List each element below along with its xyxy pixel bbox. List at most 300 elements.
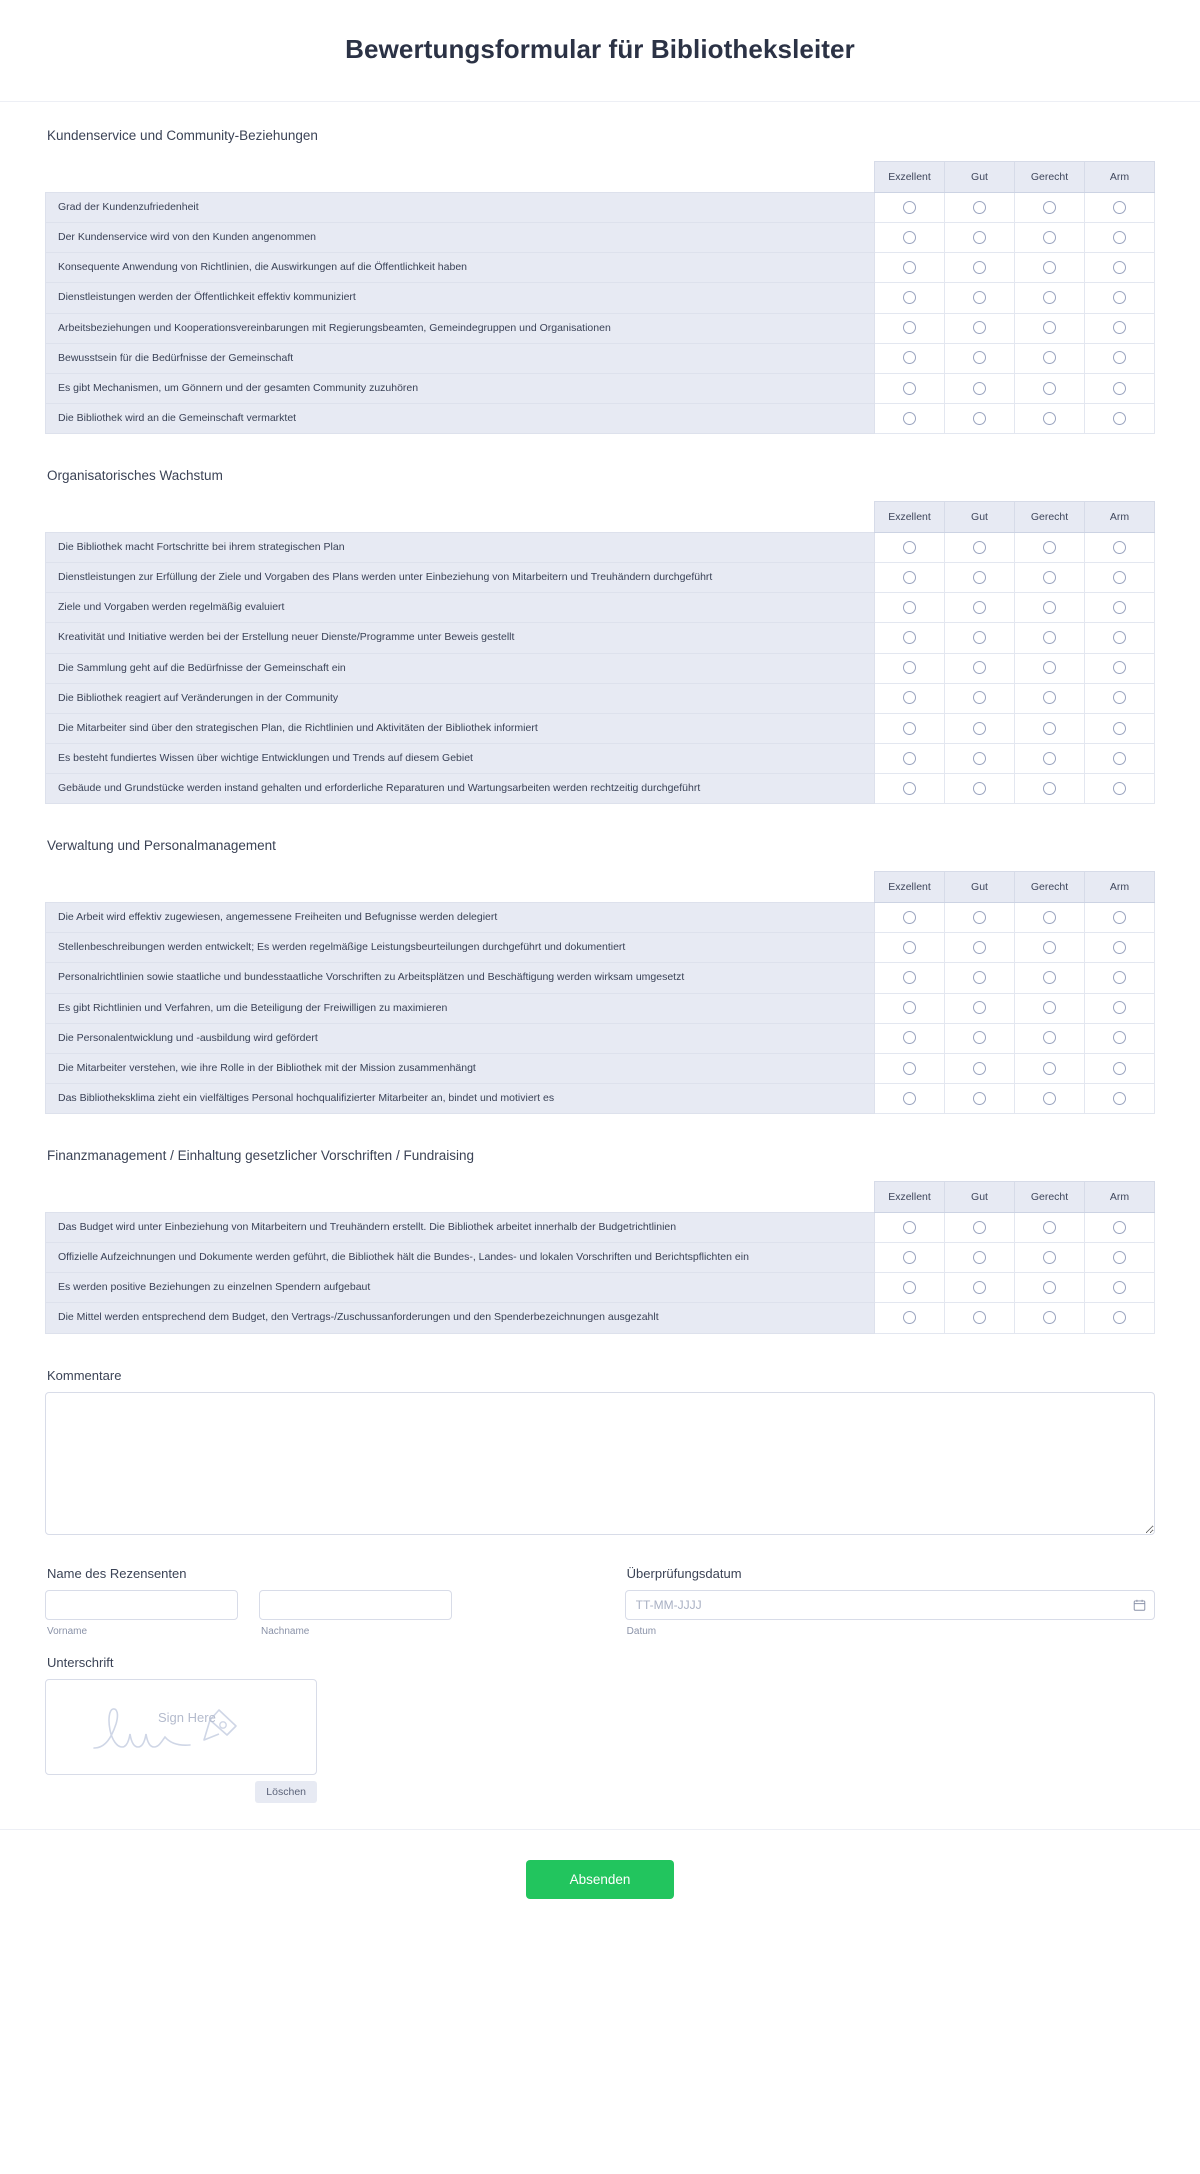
matrix-row bbox=[46, 1053, 1155, 1083]
matrix-row bbox=[46, 343, 1155, 373]
matrix-radio-cell[interactable] bbox=[1085, 223, 1155, 253]
matrix-radio-cell[interactable] bbox=[945, 903, 1015, 933]
matrix-radio-cell[interactable] bbox=[1015, 683, 1085, 713]
matrix-radio-cell[interactable] bbox=[1085, 1303, 1155, 1333]
matrix-radio-cell[interactable] bbox=[1085, 563, 1155, 593]
matrix-section bbox=[45, 1148, 1155, 1334]
matrix-radio-cell[interactable] bbox=[875, 1023, 945, 1053]
matrix-radio-cell[interactable] bbox=[945, 993, 1015, 1023]
matrix-radio-cell[interactable] bbox=[1085, 933, 1155, 963]
radio-button[interactable] bbox=[973, 661, 986, 674]
radio-button[interactable] bbox=[973, 1251, 986, 1264]
matrix-radio-cell[interactable] bbox=[1085, 253, 1155, 283]
matrix-radio-cell[interactable] bbox=[875, 933, 945, 963]
review-date-label: Überprüfungsdatum bbox=[626, 1565, 742, 1581]
radio-button[interactable] bbox=[973, 631, 986, 644]
radio-button[interactable] bbox=[1043, 601, 1056, 614]
radio-button[interactable] bbox=[903, 782, 916, 795]
matrix-radio-cell[interactable] bbox=[1015, 1053, 1085, 1083]
matrix-radio-cell[interactable] bbox=[875, 774, 945, 804]
radio-button[interactable] bbox=[903, 291, 916, 304]
matrix-radio-cell[interactable] bbox=[1085, 1243, 1155, 1273]
matrix-radio-cell[interactable] bbox=[875, 253, 945, 283]
matrix-section bbox=[45, 128, 1155, 434]
matrix-question-header bbox=[46, 1182, 875, 1213]
matrix-radio-cell[interactable] bbox=[1015, 343, 1085, 373]
matrix-radio-cell[interactable] bbox=[875, 963, 945, 993]
radio-button[interactable] bbox=[903, 1221, 916, 1234]
matrix-row-label: Die Sammlung geht auf die Bedürfnisse der Gemeinschaft ein bbox=[46, 653, 875, 683]
matrix-radio-cell[interactable] bbox=[875, 283, 945, 313]
matrix-radio-cell[interactable] bbox=[945, 683, 1015, 713]
matrix-row bbox=[46, 1023, 1155, 1053]
radio-button[interactable] bbox=[973, 351, 986, 364]
section-title: Kundenservice und Community-Beziehungen bbox=[47, 128, 318, 143]
radio-button[interactable] bbox=[1043, 1092, 1056, 1105]
radio-button[interactable] bbox=[1113, 601, 1126, 614]
matrix-column-header: Gut bbox=[945, 162, 1015, 193]
radio-button[interactable] bbox=[903, 691, 916, 704]
matrix-radio-cell[interactable] bbox=[875, 903, 945, 933]
radio-button[interactable] bbox=[1043, 691, 1056, 704]
radio-button[interactable] bbox=[973, 1281, 986, 1294]
matrix-column-header: Gerecht bbox=[1015, 1182, 1085, 1213]
radio-button[interactable] bbox=[1043, 382, 1056, 395]
radio-button[interactable] bbox=[1043, 1001, 1056, 1014]
radio-button[interactable] bbox=[973, 1221, 986, 1234]
radio-button[interactable] bbox=[973, 911, 986, 924]
radio-button[interactable] bbox=[1113, 351, 1126, 364]
matrix-radio-cell[interactable] bbox=[945, 774, 1015, 804]
radio-button[interactable] bbox=[973, 321, 986, 334]
matrix-radio-cell[interactable] bbox=[1085, 1273, 1155, 1303]
radio-button[interactable] bbox=[903, 231, 916, 244]
matrix-radio-cell[interactable] bbox=[1085, 193, 1155, 223]
matrix-radio-cell[interactable] bbox=[1085, 653, 1155, 683]
matrix-row bbox=[46, 623, 1155, 653]
matrix-radio-cell[interactable] bbox=[945, 1243, 1015, 1273]
radio-button[interactable] bbox=[1043, 971, 1056, 984]
radio-button[interactable] bbox=[903, 752, 916, 765]
matrix-radio-cell[interactable] bbox=[1085, 743, 1155, 773]
matrix-radio-cell[interactable] bbox=[875, 1273, 945, 1303]
matrix-radio-cell[interactable] bbox=[875, 1083, 945, 1113]
radio-button[interactable] bbox=[903, 541, 916, 554]
radio-button[interactable] bbox=[973, 1031, 986, 1044]
matrix-column-header: Arm bbox=[1085, 502, 1155, 533]
matrix-radio-cell[interactable] bbox=[1015, 223, 1085, 253]
radio-button[interactable] bbox=[1043, 1062, 1056, 1075]
matrix-row-label: Die Mittel werden entsprechend dem Budget, den Vertrags-/Zuschussanforderungen und den Spenderbezeichnungen ausgezahlt bbox=[46, 1303, 875, 1333]
matrix-row bbox=[46, 903, 1155, 933]
radio-button[interactable] bbox=[1043, 782, 1056, 795]
matrix-radio-cell[interactable] bbox=[1015, 283, 1085, 313]
matrix-radio-cell[interactable] bbox=[875, 1213, 945, 1243]
radio-button[interactable] bbox=[1043, 1251, 1056, 1264]
comments-label: Kommentare bbox=[47, 1367, 122, 1383]
matrix-radio-cell[interactable] bbox=[875, 223, 945, 253]
radio-button[interactable] bbox=[973, 412, 986, 425]
radio-button[interactable] bbox=[1043, 911, 1056, 924]
radio-button[interactable] bbox=[1113, 1221, 1126, 1234]
matrix-row bbox=[46, 253, 1155, 283]
radio-button[interactable] bbox=[973, 261, 986, 274]
radio-button[interactable] bbox=[903, 661, 916, 674]
radio-button[interactable] bbox=[1113, 1251, 1126, 1264]
radio-button[interactable] bbox=[1043, 261, 1056, 274]
matrix-radio-cell[interactable] bbox=[945, 1273, 1015, 1303]
matrix-radio-cell[interactable] bbox=[1015, 1083, 1085, 1113]
radio-button[interactable] bbox=[973, 1001, 986, 1014]
matrix-radio-cell[interactable] bbox=[875, 623, 945, 653]
matrix-row bbox=[46, 963, 1155, 993]
matrix-radio-cell[interactable] bbox=[945, 563, 1015, 593]
radio-button[interactable] bbox=[973, 601, 986, 614]
matrix-radio-cell[interactable] bbox=[1085, 1053, 1155, 1083]
radio-button[interactable] bbox=[1043, 351, 1056, 364]
radio-button[interactable] bbox=[1113, 1092, 1126, 1105]
matrix-row bbox=[46, 1303, 1155, 1333]
matrix-radio-cell[interactable] bbox=[1015, 623, 1085, 653]
matrix-radio-cell[interactable] bbox=[1085, 903, 1155, 933]
matrix-radio-cell[interactable] bbox=[1015, 1243, 1085, 1273]
matrix-row-label: Die Personalentwicklung und -ausbildung wird gefördert bbox=[46, 1023, 875, 1053]
matrix-row-label: Arbeitsbeziehungen und Kooperationsvereinbarungen mit Regierungsbeamten, Gemeindegruppen und Organisationen bbox=[46, 313, 875, 343]
matrix-radio-cell[interactable] bbox=[945, 193, 1015, 223]
radio-button[interactable] bbox=[1043, 571, 1056, 584]
matrix-radio-cell[interactable] bbox=[1015, 313, 1085, 343]
reviewer-name-group bbox=[45, 1566, 600, 1637]
matrix-radio-cell[interactable] bbox=[875, 343, 945, 373]
rating-matrix-table bbox=[45, 501, 1155, 804]
radio-button[interactable] bbox=[973, 1092, 986, 1105]
matrix-radio-cell[interactable] bbox=[875, 563, 945, 593]
matrix-radio-cell[interactable] bbox=[875, 1053, 945, 1083]
matrix-row-label: Das Bibliotheksklima zieht ein vielfältiges Personal hochqualifizierter Mitarbeiter an, bindet und motiviert es bbox=[46, 1083, 875, 1113]
radio-button[interactable] bbox=[903, 911, 916, 924]
radio-button[interactable] bbox=[1113, 571, 1126, 584]
matrix-column-header: Exzellent bbox=[875, 502, 945, 533]
radio-button[interactable] bbox=[1113, 261, 1126, 274]
radio-button[interactable] bbox=[1043, 231, 1056, 244]
matrix-radio-cell[interactable] bbox=[1085, 993, 1155, 1023]
radio-button[interactable] bbox=[973, 291, 986, 304]
matrix-column-header: Gerecht bbox=[1015, 872, 1085, 903]
matrix-row bbox=[46, 653, 1155, 683]
matrix-row bbox=[46, 774, 1155, 804]
matrix-row bbox=[46, 563, 1155, 593]
matrix-radio-cell[interactable] bbox=[1085, 533, 1155, 563]
matrix-row-label: Es werden positive Beziehungen zu einzelnen Spendern aufgebaut bbox=[46, 1273, 875, 1303]
radio-button[interactable] bbox=[1113, 722, 1126, 735]
matrix-radio-cell[interactable] bbox=[875, 1243, 945, 1273]
matrix-radio-cell[interactable] bbox=[1015, 253, 1085, 283]
radio-button[interactable] bbox=[903, 971, 916, 984]
radio-button[interactable] bbox=[1113, 1001, 1126, 1014]
radio-button[interactable] bbox=[1043, 291, 1056, 304]
matrix-radio-cell[interactable] bbox=[1085, 963, 1155, 993]
matrix-row-label: Es besteht fundiertes Wissen über wichtige Entwicklungen und Trends auf diesem Gebiet bbox=[46, 743, 875, 773]
matrix-radio-cell[interactable] bbox=[1085, 283, 1155, 313]
matrix-radio-cell[interactable] bbox=[945, 533, 1015, 563]
reviewer-name-label: Name des Rezensenten bbox=[47, 1565, 187, 1581]
radio-button[interactable] bbox=[973, 782, 986, 795]
matrix-radio-cell[interactable] bbox=[1085, 1213, 1155, 1243]
matrix-radio-cell[interactable] bbox=[1015, 993, 1085, 1023]
radio-button[interactable] bbox=[903, 382, 916, 395]
radio-button[interactable] bbox=[973, 971, 986, 984]
matrix-radio-cell[interactable] bbox=[875, 653, 945, 683]
matrix-radio-cell[interactable] bbox=[1015, 963, 1085, 993]
matrix-row bbox=[46, 1213, 1155, 1243]
matrix-radio-cell[interactable] bbox=[1015, 1213, 1085, 1243]
radio-button[interactable] bbox=[903, 571, 916, 584]
matrix-radio-cell[interactable] bbox=[875, 743, 945, 773]
matrix-radio-cell[interactable] bbox=[875, 1303, 945, 1333]
radio-button[interactable] bbox=[1113, 231, 1126, 244]
matrix-radio-cell[interactable] bbox=[1015, 533, 1085, 563]
clear-signature-button[interactable]: Löschen bbox=[255, 1781, 317, 1803]
section-title: Organisatorisches Wachstum bbox=[47, 468, 223, 483]
matrix-row-label: Offizielle Aufzeichnungen und Dokumente werden geführt, die Bibliothek hält die Bundes-, Landes- und lokalen Vorschriften und Berichtspflichten ein bbox=[46, 1243, 875, 1273]
radio-button[interactable] bbox=[1113, 201, 1126, 214]
radio-button[interactable] bbox=[1113, 382, 1126, 395]
radio-button[interactable] bbox=[1113, 661, 1126, 674]
matrix-row-label: Das Budget wird unter Einbeziehung von Mitarbeitern und Treuhändern erstellt. Die Bibliothek arbeitet innerhalb der Budgetrichtlinien bbox=[46, 1213, 875, 1243]
matrix-column-header: Gerecht bbox=[1015, 502, 1085, 533]
matrix-header-row bbox=[46, 162, 1155, 193]
radio-button[interactable] bbox=[903, 261, 916, 274]
matrix-row bbox=[46, 313, 1155, 343]
matrix-radio-cell[interactable] bbox=[945, 933, 1015, 963]
matrix-radio-cell[interactable] bbox=[1015, 903, 1085, 933]
radio-button[interactable] bbox=[903, 1031, 916, 1044]
matrix-radio-cell[interactable] bbox=[945, 403, 1015, 433]
radio-button[interactable] bbox=[903, 1251, 916, 1264]
radio-button[interactable] bbox=[1043, 321, 1056, 334]
radio-button[interactable] bbox=[1113, 782, 1126, 795]
matrix-radio-cell[interactable] bbox=[1085, 593, 1155, 623]
radio-button[interactable] bbox=[903, 412, 916, 425]
matrix-radio-cell[interactable] bbox=[945, 223, 1015, 253]
radio-button[interactable] bbox=[1043, 1281, 1056, 1294]
radio-button[interactable] bbox=[1043, 1311, 1056, 1324]
matrix-header-row bbox=[46, 502, 1155, 533]
radio-button[interactable] bbox=[973, 691, 986, 704]
matrix-radio-cell[interactable] bbox=[945, 623, 1015, 653]
radio-button[interactable] bbox=[1113, 1311, 1126, 1324]
matrix-row-label: Ziele und Vorgaben werden regelmäßig evaluiert bbox=[46, 593, 875, 623]
matrix-radio-cell[interactable] bbox=[945, 593, 1015, 623]
matrix-radio-cell[interactable] bbox=[945, 1303, 1015, 1333]
radio-button[interactable] bbox=[1113, 1031, 1126, 1044]
submit-button[interactable]: Absenden bbox=[526, 1860, 675, 1899]
review-date-input[interactable] bbox=[625, 1590, 1155, 1620]
matrix-radio-cell[interactable] bbox=[1015, 774, 1085, 804]
radio-button[interactable] bbox=[903, 201, 916, 214]
matrix-radio-cell[interactable] bbox=[1015, 743, 1085, 773]
radio-button[interactable] bbox=[1043, 1031, 1056, 1044]
radio-button[interactable] bbox=[1113, 321, 1126, 334]
matrix-section bbox=[45, 468, 1155, 804]
matrix-radio-cell[interactable] bbox=[945, 963, 1015, 993]
radio-button[interactable] bbox=[1113, 1062, 1126, 1075]
last-name-field bbox=[259, 1590, 452, 1637]
matrix-radio-cell[interactable] bbox=[875, 403, 945, 433]
matrix-radio-cell[interactable] bbox=[1015, 653, 1085, 683]
radio-button[interactable] bbox=[1113, 541, 1126, 554]
last-name-input[interactable] bbox=[259, 1590, 452, 1620]
radio-button[interactable] bbox=[1043, 752, 1056, 765]
radio-button[interactable] bbox=[1113, 412, 1126, 425]
matrix-radio-cell[interactable] bbox=[945, 1213, 1015, 1243]
matrix-row-label: Die Arbeit wird effektiv zugewiesen, angemessene Freiheiten und Befugnisse werden delegiert bbox=[46, 903, 875, 933]
radio-button[interactable] bbox=[1113, 291, 1126, 304]
matrix-radio-cell[interactable] bbox=[1085, 713, 1155, 743]
matrix-radio-cell[interactable] bbox=[1085, 403, 1155, 433]
matrix-radio-cell[interactable] bbox=[945, 1023, 1015, 1053]
matrix-radio-cell[interactable] bbox=[1085, 343, 1155, 373]
matrix-radio-cell[interactable] bbox=[945, 1053, 1015, 1083]
matrix-radio-cell[interactable] bbox=[875, 193, 945, 223]
matrix-radio-cell[interactable] bbox=[1085, 1083, 1155, 1113]
radio-button[interactable] bbox=[903, 722, 916, 735]
matrix-radio-cell[interactable] bbox=[1015, 713, 1085, 743]
signature-pad[interactable] bbox=[45, 1679, 317, 1775]
matrix-row-label: Bewusstsein für die Bedürfnisse der Gemeinschaft bbox=[46, 343, 875, 373]
matrix-radio-cell[interactable] bbox=[1085, 683, 1155, 713]
signature-section bbox=[45, 1655, 1155, 1803]
signature-label: Unterschrift bbox=[47, 1654, 114, 1670]
radio-button[interactable] bbox=[1113, 752, 1126, 765]
matrix-radio-cell[interactable] bbox=[945, 743, 1015, 773]
radio-button[interactable] bbox=[903, 1001, 916, 1014]
matrix-radio-cell[interactable] bbox=[945, 283, 1015, 313]
radio-button[interactable] bbox=[1043, 722, 1056, 735]
last-name-sub-label: Nachname bbox=[261, 1625, 310, 1637]
matrix-row-label: Die Bibliothek reagiert auf Veränderungen in der Community bbox=[46, 683, 875, 713]
radio-button[interactable] bbox=[903, 351, 916, 364]
matrix-radio-cell[interactable] bbox=[945, 313, 1015, 343]
matrix-column-header: Exzellent bbox=[875, 162, 945, 193]
radio-button[interactable] bbox=[1113, 911, 1126, 924]
radio-button[interactable] bbox=[973, 1311, 986, 1324]
matrix-radio-cell[interactable] bbox=[875, 593, 945, 623]
radio-button[interactable] bbox=[1113, 631, 1126, 644]
matrix-radio-cell[interactable] bbox=[945, 653, 1015, 683]
matrix-row-label: Die Bibliothek macht Fortschritte bei ihrem strategischen Plan bbox=[46, 533, 875, 563]
review-date-sub-label: Datum bbox=[626, 1625, 657, 1637]
radio-button[interactable] bbox=[1113, 941, 1126, 954]
matrix-radio-cell[interactable] bbox=[1015, 1023, 1085, 1053]
section-title: Finanzmanagement / Einhaltung gesetzlicher Vorschriften / Fundraising bbox=[47, 1148, 474, 1163]
matrix-radio-cell[interactable] bbox=[1015, 563, 1085, 593]
matrix-radio-cell[interactable] bbox=[875, 313, 945, 343]
matrix-radio-cell[interactable] bbox=[1015, 193, 1085, 223]
radio-button[interactable] bbox=[973, 231, 986, 244]
radio-button[interactable] bbox=[973, 722, 986, 735]
matrix-radio-cell[interactable] bbox=[875, 373, 945, 403]
radio-button[interactable] bbox=[1113, 1281, 1126, 1294]
matrix-radio-cell[interactable] bbox=[1085, 623, 1155, 653]
matrix-radio-cell[interactable] bbox=[1085, 373, 1155, 403]
radio-button[interactable] bbox=[903, 631, 916, 644]
matrix-row-label: Es gibt Mechanismen, um Gönnern und der gesamten Community zuzuhören bbox=[46, 373, 875, 403]
section-title: Verwaltung und Personalmanagement bbox=[47, 838, 276, 854]
signature-placeholder-art bbox=[86, 1696, 276, 1758]
radio-button[interactable] bbox=[1113, 971, 1126, 984]
matrix-column-header: Exzellent bbox=[875, 1182, 945, 1213]
matrix-radio-cell[interactable] bbox=[1015, 1273, 1085, 1303]
radio-button[interactable] bbox=[903, 321, 916, 334]
matrix-radio-cell[interactable] bbox=[1015, 373, 1085, 403]
matrix-row bbox=[46, 1243, 1155, 1273]
matrix-radio-cell[interactable] bbox=[945, 253, 1015, 283]
matrix-column-header: Arm bbox=[1085, 162, 1155, 193]
matrix-question-header bbox=[46, 502, 875, 533]
matrix-radio-cell[interactable] bbox=[875, 993, 945, 1023]
matrix-radio-cell[interactable] bbox=[945, 373, 1015, 403]
radio-button[interactable] bbox=[903, 941, 916, 954]
radio-button[interactable] bbox=[1043, 201, 1056, 214]
matrix-radio-cell[interactable] bbox=[1085, 1023, 1155, 1053]
matrix-column-header: Gut bbox=[945, 872, 1015, 903]
matrix-radio-cell[interactable] bbox=[945, 713, 1015, 743]
matrix-radio-cell[interactable] bbox=[945, 1083, 1015, 1113]
radio-button[interactable] bbox=[903, 601, 916, 614]
radio-button[interactable] bbox=[973, 752, 986, 765]
radio-button[interactable] bbox=[973, 382, 986, 395]
radio-button[interactable] bbox=[1043, 941, 1056, 954]
matrix-radio-cell[interactable] bbox=[1015, 403, 1085, 433]
form-footer bbox=[0, 1829, 1200, 1937]
radio-button[interactable] bbox=[1043, 541, 1056, 554]
radio-button[interactable] bbox=[1043, 1221, 1056, 1234]
comments-textarea[interactable] bbox=[45, 1392, 1155, 1535]
matrix-radio-cell[interactable] bbox=[1085, 774, 1155, 804]
radio-button[interactable] bbox=[903, 1281, 916, 1294]
matrix-radio-cell[interactable] bbox=[945, 343, 1015, 373]
matrix-radio-cell[interactable] bbox=[1015, 933, 1085, 963]
radio-button[interactable] bbox=[973, 541, 986, 554]
radio-button[interactable] bbox=[973, 1062, 986, 1075]
matrix-radio-cell[interactable] bbox=[1015, 1303, 1085, 1333]
radio-button[interactable] bbox=[973, 201, 986, 214]
matrix-radio-cell[interactable] bbox=[875, 533, 945, 563]
matrix-radio-cell[interactable] bbox=[875, 713, 945, 743]
radio-button[interactable] bbox=[1043, 661, 1056, 674]
first-name-input[interactable] bbox=[45, 1590, 238, 1620]
matrix-column-header: Gut bbox=[945, 1182, 1015, 1213]
radio-button[interactable] bbox=[1113, 691, 1126, 704]
form-header bbox=[0, 0, 1200, 102]
radio-button[interactable] bbox=[1043, 631, 1056, 644]
matrix-radio-cell[interactable] bbox=[1015, 593, 1085, 623]
radio-button[interactable] bbox=[1043, 412, 1056, 425]
matrix-radio-cell[interactable] bbox=[875, 683, 945, 713]
matrix-row-label: Personalrichtlinien sowie staatliche und bundesstaatliche Vorschriften zu Arbeitsplätzen und Beschäftigung werden wirksam umgesetzt bbox=[46, 963, 875, 993]
radio-button[interactable] bbox=[973, 571, 986, 584]
matrix-row bbox=[46, 223, 1155, 253]
matrix-row bbox=[46, 743, 1155, 773]
radio-button[interactable] bbox=[903, 1311, 916, 1324]
reviewer-and-date-row bbox=[45, 1566, 1155, 1637]
rating-matrix-table bbox=[45, 1181, 1155, 1334]
radio-button[interactable] bbox=[903, 1062, 916, 1075]
radio-button[interactable] bbox=[903, 1092, 916, 1105]
matrix-radio-cell[interactable] bbox=[1085, 313, 1155, 343]
radio-button[interactable] bbox=[973, 941, 986, 954]
